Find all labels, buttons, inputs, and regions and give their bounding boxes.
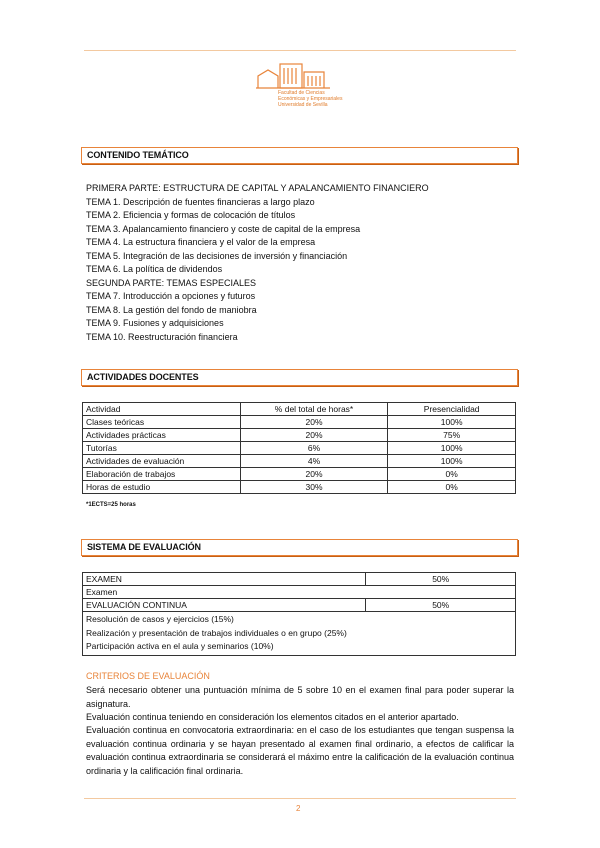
table-cell: 20% bbox=[240, 416, 388, 429]
table-header-row bbox=[83, 403, 516, 416]
table-cell: 20% bbox=[240, 429, 388, 442]
temario-item: TEMA 3. Apalancamiento financiero y coste de capital de la empresa bbox=[86, 223, 361, 234]
continua-item: Resolución de casos y ejercicios (15%) bbox=[86, 614, 234, 624]
table-cell: 0% bbox=[388, 468, 516, 481]
table-footnote: *1ECTS=25 horas bbox=[86, 502, 136, 508]
section-sistema-evaluacion bbox=[81, 539, 518, 556]
examen-pct: 50% bbox=[366, 573, 516, 586]
table-row bbox=[83, 573, 516, 586]
section-title: CONTENIDO TEMÁTICO bbox=[87, 150, 189, 160]
table-cell: 4% bbox=[240, 455, 388, 468]
table-cell: Elaboración de trabajos bbox=[83, 468, 241, 481]
table-cell: 0% bbox=[388, 481, 516, 494]
table-cell: Horas de estudio bbox=[83, 481, 241, 494]
temario-item: TEMA 4. La estructura financiera y el valor de la empresa bbox=[86, 237, 316, 247]
table-row bbox=[83, 429, 516, 442]
table-row bbox=[83, 481, 516, 494]
temario-item: TEMA 10. Reestructuración financiera bbox=[86, 331, 238, 342]
table-row bbox=[83, 586, 516, 599]
page-number: 2 bbox=[296, 804, 301, 813]
criterios-paragraph-2: Evaluación continua teniendo en consideración los elementos citados en el anterior apartado. bbox=[86, 712, 459, 722]
evaluacion-table bbox=[82, 572, 516, 656]
table-row bbox=[83, 612, 516, 656]
temario-item: TEMA 2. Eficiencia y formas de colocación de títulos bbox=[86, 210, 296, 220]
continua-items bbox=[83, 612, 516, 656]
table-cell: Actividades prácticas bbox=[83, 429, 241, 442]
continua-item: Realización y presentación de trabajos individuales o en grupo (25%) bbox=[86, 627, 347, 638]
actividades-table bbox=[82, 402, 516, 494]
continua-pct: 50% bbox=[366, 599, 516, 612]
table-cell: Tutorías bbox=[83, 442, 241, 455]
temario-item: TEMA 5. Integración de las decisiones de inversión y financiación bbox=[86, 250, 348, 261]
table-row bbox=[83, 442, 516, 455]
temario-item: TEMA 6. La política de dividendos bbox=[86, 264, 223, 274]
criterios-paragraph-1: Será necesario obtener una puntuación mínima de 5 sobre 10 en el examen final para poder superar la asignatura. bbox=[86, 685, 514, 709]
table-header-cell: % del total de horas* bbox=[240, 403, 388, 416]
table-row bbox=[83, 416, 516, 429]
table-cell: 100% bbox=[388, 442, 516, 455]
section-contenido-tematico bbox=[81, 147, 518, 164]
table-row bbox=[83, 468, 516, 481]
table-cell: 30% bbox=[240, 481, 388, 494]
table-row bbox=[83, 599, 516, 612]
table-row bbox=[83, 455, 516, 468]
table-header-cell: Actividad bbox=[83, 403, 241, 416]
temario-item: TEMA 9. Fusiones y adquisiciones bbox=[86, 318, 224, 328]
table-cell: 100% bbox=[388, 455, 516, 468]
table-header-cell: Presencialidad bbox=[388, 403, 516, 416]
section-title: ACTIVIDADES DOCENTES bbox=[87, 372, 199, 382]
examen-label: EXAMEN bbox=[83, 573, 366, 586]
header-rule bbox=[84, 50, 516, 51]
continua-label: EVALUACIÓN CONTINUA bbox=[83, 599, 366, 612]
footer-rule bbox=[84, 798, 516, 799]
criterios-heading: CRITERIOS DE EVALUACIÓN bbox=[86, 671, 210, 681]
continua-item: Participación activa en el aula y seminarios (10%) bbox=[86, 641, 274, 651]
section-title: SISTEMA DE EVALUACIÓN bbox=[87, 542, 201, 552]
criterios-paragraph-3: Evaluación continua en convocatoria extraordinaria: en el caso de los estudiantes que tengan suspensa la evaluación continua ordinaria y se hayan presentado al examen final ordinario, a efectos de calificar la evaluación continua extraordinaria se considerará el máximo entre la calificación de la evaluación continua ordinaria y la calificación final ordinaria. bbox=[86, 725, 514, 776]
section-actividades-docentes bbox=[81, 369, 518, 386]
temario-item: TEMA 7. Introducción a opciones y futuros bbox=[86, 291, 256, 301]
examen-sub: Examen bbox=[83, 586, 516, 599]
logo-line-2: Económicas y Empresariales bbox=[278, 96, 343, 102]
table-cell: 100% bbox=[388, 416, 516, 429]
temario-item: SEGUNDA PARTE: TEMAS ESPECIALES bbox=[86, 277, 257, 288]
table-cell: 6% bbox=[240, 442, 388, 455]
temario-item: PRIMERA PARTE: ESTRUCTURA DE CAPITAL Y APALANCAMIENTO FINANCIERO bbox=[86, 183, 429, 193]
table-cell: 75% bbox=[388, 429, 516, 442]
logo-line-1: Facultad de Ciencias bbox=[278, 90, 325, 96]
temario-list bbox=[86, 182, 429, 344]
temario-item: TEMA 8. La gestión del fondo de maniobra bbox=[86, 304, 257, 315]
logo-line-3: Universidad de Sevilla bbox=[278, 102, 328, 108]
table-cell: 20% bbox=[240, 468, 388, 481]
table-cell: Actividades de evaluación bbox=[83, 455, 241, 468]
table-cell: Clases teóricas bbox=[83, 416, 241, 429]
faculty-logo-icon bbox=[254, 58, 336, 118]
temario-item: TEMA 1. Descripción de fuentes financieras a largo plazo bbox=[86, 196, 315, 207]
